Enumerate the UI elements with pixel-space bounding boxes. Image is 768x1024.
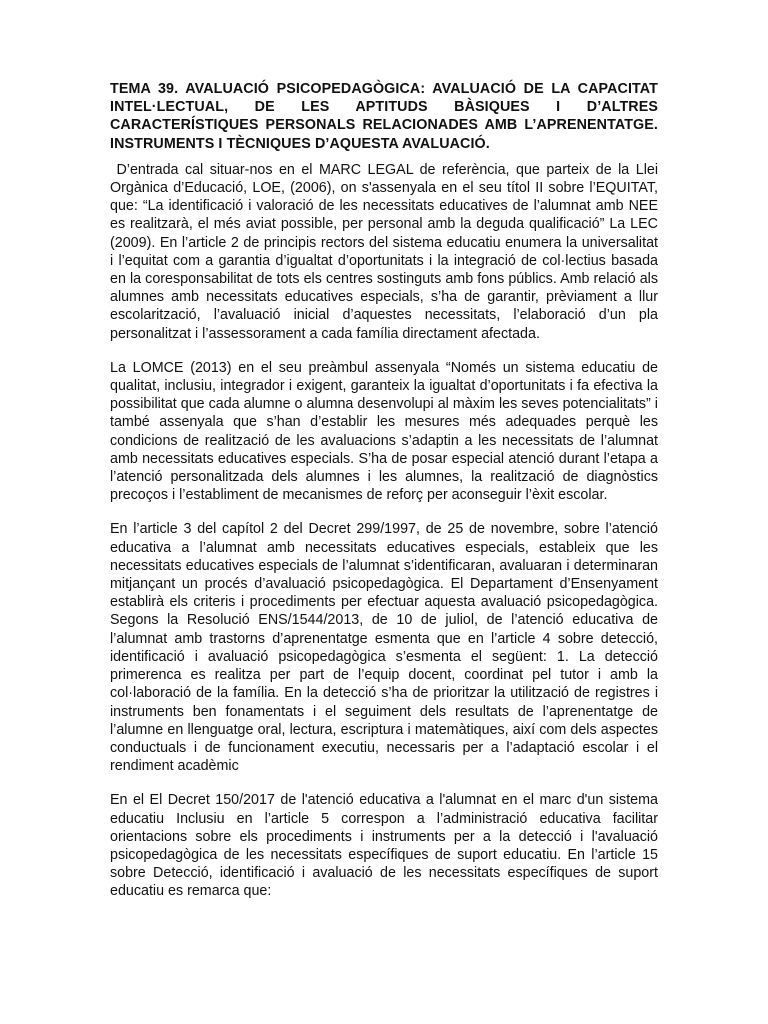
paragraph-decret-150-2017: En el El Decret 150/2017 de l'atenció educativa a l'alumnat en el marc d'un sistema educatiu Inclusiu en l’article 5 correspon a l’administració educativa facilitar orientacions sobre els procediments i instruments per a la detecció i l'avaluació psicopedagògica de les necessitats específiques de suport educatiu. En l’article 15 sobre Detecció, identificació i avaluació de les necessitats específiques de suport educatiu es remarca que: — [110, 792, 658, 900]
paragraph-decret-299-1997: En l’article 3 del capítol 2 del Decret 299/1997, de 25 de novembre, sobre l’atenció educativa a l’alumnat amb necessitats educatives especials, estableix que les necessitats educatives especials de l’alumnat s’identificaran, avaluaran i determinaran mitjançant un procés d’avaluació psicopedagògica. El Departament d’Ensenyament establirà els criteris i procediments per efectuar aquesta avaluació psicopedagògica. Segons la Resolució ENS/1544/2013, de 10 de juliol, de l’atenció educativa de l’alumnat amb trastorns d’aprenentatge esmenta que en l’article 4 sobre detecció, identificació i avaluació psicopedagògica s’esmenta el següent: 1. La detecció primerenca es realitza per part de l’equip docent, coordinat pel tutor i amb la col·laboració de la família. En la detecció s’ha de prioritzar la utilització de registres i instruments ben fonamentats i el seguiment dels resultats de l’aprenentatge de l’alumne en llenguatge oral, lectura, escriptura i matemàtiques, així com dels aspectes conductuals i de funcionament executiu, necessaris per a l’adaptació escolar i el rendiment acadèmic — [110, 521, 658, 775]
paragraph-marc-legal: D’entrada cal situar-nos en el MARC LEGAL de referència, que parteix de la Llei Orgànica d’Educació, LOE, (2006), on s'assenyala en el seu títol II sobre l’EQUITAT, que: “La identificació i valoració de les necessitats educatives de l’alumnat amb NEE es realitzarà, el més aviat possible, per personal amb la deguda qualificació” La LEC (2009). En l’article 2 de principis rectors del sistema educatiu enumera la universalitat i l’equitat com a garantia d’igualtat d’oportunitats i la integració de col·lectius basada en la coresponsabilitat de tots els centres sostinguts amb fons públics. Amb relació als alumnes amb necessitats educatives especials, s’ha de garantir, prèviament a llur escolarització, l’avaluació inicial d’aquestes necessitats, l’elaboració d’un pla personalitzat i l’assessorament a cada família directament afectada. — [110, 161, 658, 342]
paragraph-lomce: La LOMCE (2013) en el seu preàmbul assenyala “Només un sistema educatiu de qualitat, inclusiu, integrador i exigent, garanteix la igualtat d’oportunitats i fa efectiva la possibilitat que cada alumne o alumna desenvolupi al màxim les seves potencialitats” i també assenyala que s’han d’establir les mesures més adequades perquè les condicions de realització de les avaluacions s’adaptin a les necessitats de l’alumnat amb necessitats educatives especials. S’ha de posar especial atenció durant l’etapa a l’atenció personalitzada dels alumnes i les alumnes, la realització de diagnòstics precoços i l’establiment de mecanismes de reforç per aconseguir l’èxit escolar. — [110, 359, 658, 504]
document-title: TEMA 39. AVALUACIÓ PSICOPEDAGÒGICA: AVALUACIÓ DE LA CAPACITAT INTEL·LECTUAL, DE LES APTITUDS BÀSIQUES I D’ALTRES CARACTERÍSTIQUES PERSONALS RELACIONADES AMB L’APRENENTATGE. INSTRUMENTS I TÈCNIQUES D’AQUESTA AVALUACIÓ. — [110, 81, 658, 152]
document-page — [110, 80, 658, 917]
